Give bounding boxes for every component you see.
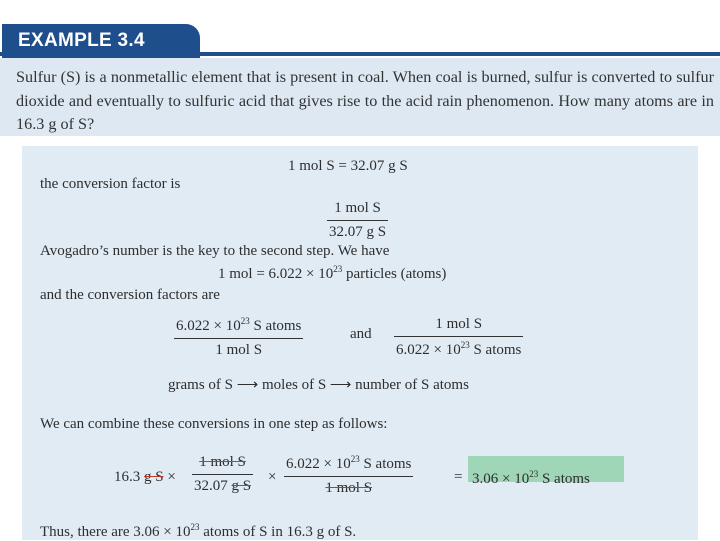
calc-start: 16.3 g S × [114,469,176,485]
calc-factor2-denominator: 1 mol S [325,480,373,496]
and-word: and [350,326,372,342]
example-title: EXAMPLE 3.4 [18,30,145,51]
combine-text: We can combine these conversions in one step as follows: [40,416,388,432]
avogadro-units: particles (atoms) [342,266,447,282]
conversion-factors-intro: and the conversion factors are [40,287,220,303]
calc-factor2-numerator: $6.022 \times 10^{23}$ S atoms [286,454,412,472]
mol-gram-equation: 1 mol S = 32.07 g S [288,158,408,174]
example-header [0,0,720,58]
calc-factor1-numerator: 1 mol S [199,454,246,470]
example-tab [2,24,200,58]
problem-text: Sulfur (S) is a nonmetallic element that is present in coal. When coal is burned, sulfur is converted to sulfur dioxide and eventually to sulfuric acid that gives rise to the acid rain phenomenon. How many atoms are in 16.3 g of S? [16,68,714,133]
times-sign: × [268,469,277,485]
calc-factor-1 [192,454,253,495]
avogadro-base: 1 mol = 6.022 × 10 [218,266,334,282]
problem-panel [0,58,720,136]
factor2-denominator: $6.022 \times 10^{23}$ S atoms [396,340,522,358]
avogadro-equation [218,264,446,283]
cancelled-unit: g S [144,469,164,485]
conversion-fraction [327,200,388,241]
factor2-numerator: 1 mol S [435,316,483,332]
equals-sign: = [454,469,463,485]
factor1-denominator: 1 mol S [215,342,263,358]
solution-panel [22,146,698,540]
fraction-denominator: 32.07 g S [329,224,387,240]
conversion-intro: the conversion factor is [40,176,181,192]
factor1-numerator: $6.022 \times 10^{23}$ S atoms [176,316,302,334]
factor-atoms-per-mol [174,316,303,359]
calc-factor-2 [284,454,413,497]
avogadro-text: Avogadro’s number is the key to the second step. We have [40,243,390,259]
result-value: $3.06 \times 10^{23}$ S atoms [472,469,590,487]
fraction-numerator: 1 mol S [334,200,381,216]
calc-factor1-denominator: 32.07 g S [194,478,252,494]
factor-mol-per-atoms [394,316,523,359]
avogadro-exponent: 23 [333,264,343,274]
conclusion-text: Thus, there are $3.06 \times 10^{23}$ atoms of S in 16.3 g of S. [40,522,357,540]
conversion-chain: grams of S ⟶ moles of S ⟶ number of S atoms [168,377,469,393]
